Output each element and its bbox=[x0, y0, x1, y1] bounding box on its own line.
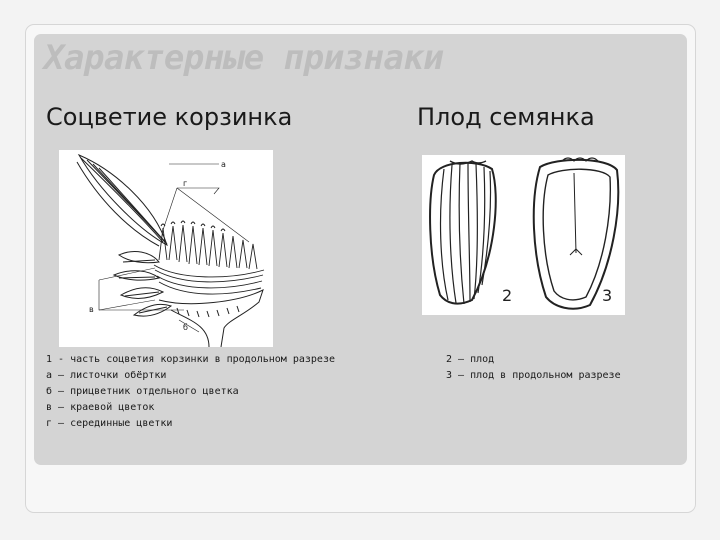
legend-item: 1 - часть соцветия корзинки в продольном разрезе bbox=[46, 354, 335, 365]
label-two: 2 bbox=[502, 286, 513, 305]
legend-item: 3 – плод в продольном разрезе bbox=[446, 370, 621, 381]
legend-inflorescence bbox=[46, 352, 335, 432]
heading-inflorescence: Соцветие корзинка bbox=[46, 103, 293, 131]
fruit-drawing bbox=[422, 155, 625, 315]
label-three: 3 bbox=[602, 286, 613, 305]
label-a: а bbox=[221, 160, 226, 169]
legend-item: в – краевой цветок bbox=[46, 402, 155, 413]
legend-item: г – серединные цветки bbox=[46, 418, 173, 429]
fruit-figure bbox=[422, 155, 625, 315]
label-v: в bbox=[89, 305, 94, 314]
inflorescence-figure bbox=[59, 150, 273, 347]
legend-item: 2 – плод bbox=[446, 354, 495, 365]
slide-title: Характерные признаки bbox=[44, 38, 444, 78]
legend-fruit bbox=[446, 352, 621, 384]
label-b: б bbox=[183, 323, 188, 332]
label-g: г bbox=[183, 179, 188, 188]
heading-fruit: Плод семянка bbox=[417, 103, 595, 131]
legend-item: а – листочки обёртки bbox=[46, 370, 167, 381]
legend-item: б – прицветник отдельного цветка bbox=[46, 386, 239, 397]
inflorescence-drawing bbox=[59, 150, 273, 347]
